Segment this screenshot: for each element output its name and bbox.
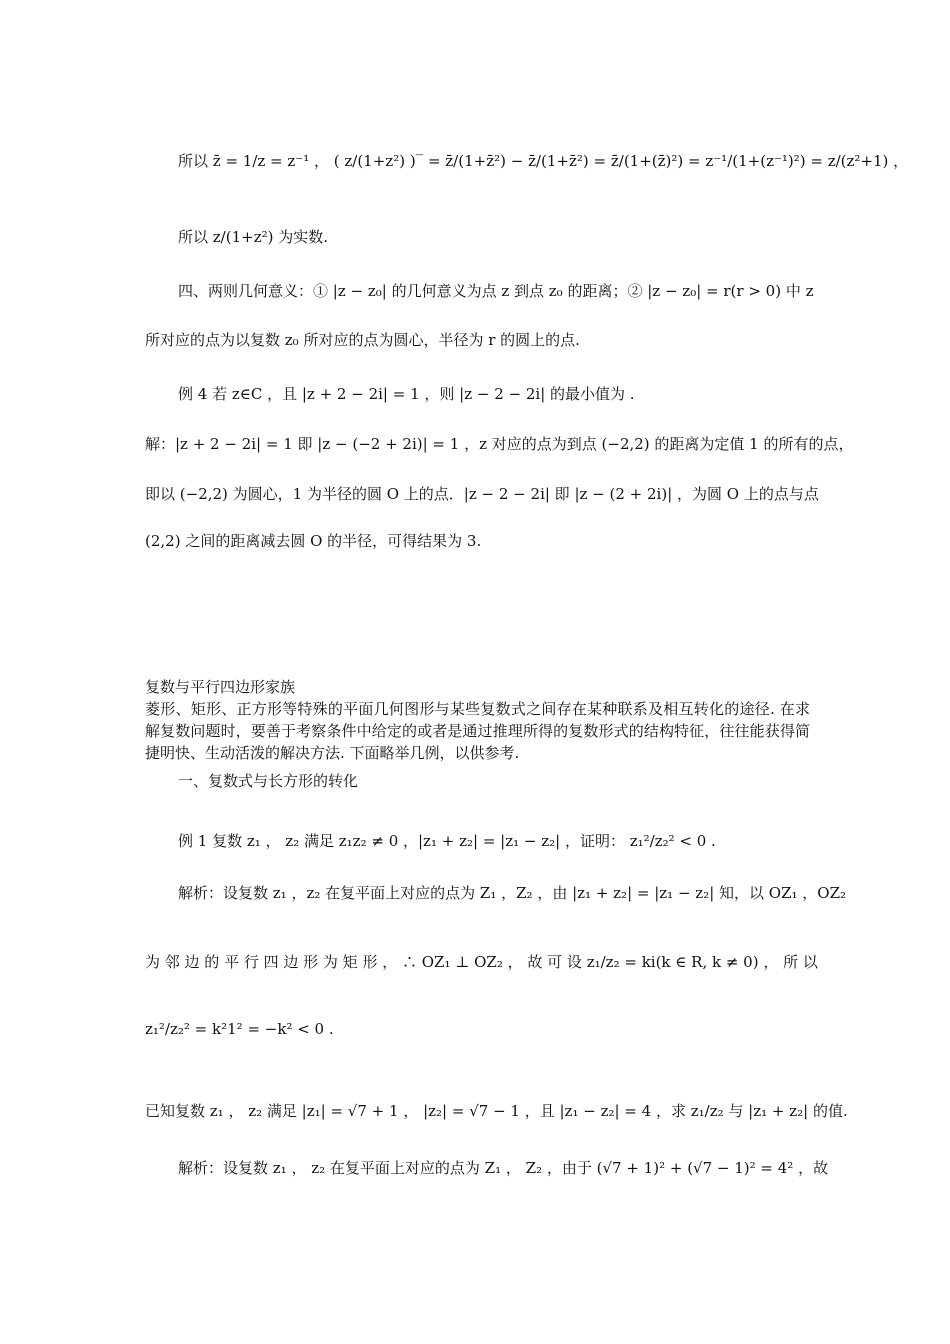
- text-line-5: 例 4 若 z∈C ，且 |z + 2 − 2i| = 1 ，则 |z − 2 − 2i| 的最小值为 .: [178, 385, 635, 403]
- text-line-4: 所对应的点为以复数 z₀ 所对应的点为圆心，半径为 r 的圆上的点.: [145, 331, 580, 349]
- subsection-title: 一、复数式与长方形的转化: [178, 772, 359, 790]
- problem-line: 已知复数 z₁ ， z₂ 满足 |z₁| = √7 + 1 ， |z₂| = √7 − 1 ，且 |z₁ − z₂| = 4 ，求 z₁/z₂ 与 |z₁ + z₂| 的值.: [145, 1102, 848, 1120]
- solution-line-2: 为 邻 边 的 平 行 四 边 形 为 矩 形 ， ∴ OZ₁ ⊥ OZ₂ ， 故 可 设 z₁/z₂ = ki(k ∈ R, k ≠ 0) ， 所 以: [145, 953, 818, 971]
- solution-line-3: z₁²/z₂² = k²1² = −k² < 0 .: [145, 1020, 334, 1038]
- text-line-3: 四、两则几何意义：① |z − z₀| 的几何意义为点 z 到点 z₀ 的距离；② |z − z₀| = r(r > 0) 中 z: [178, 282, 814, 300]
- section-title: 复数与平行四边形家族: [145, 678, 296, 696]
- solution-line-1: 解析：设复数 z₁ ，z₂ 在复平面上对应的点为 Z₁ ，Z₂ ，由 |z₁ + z₂| = |z₁ − z₂| 知，以 OZ₁ ，OZ₂: [178, 884, 847, 902]
- text-line-6: 解：|z + 2 − 2i| = 1 即 |z − (−2 + 2i)| = 1 ，z 对应的点为到点 (−2,2) 的距离为定值 1 的所有的点，: [145, 435, 854, 453]
- text-line-1: 所以 z̄ = 1/z = z⁻¹ ， ( z/(1+z²) )‾ = z̄/(1+z̄²) − z̄/(1+z̄²) = z̄/(1+(z̄)²) = z⁻¹/(1+(z⁻¹)²) = z/(z²+1) ，: [178, 152, 909, 170]
- example-1-line: 例 1 复数 z₁ ， z₂ 满足 z₁z₂ ≠ 0 ，|z₁ + z₂| = |z₁ − z₂| ，证明： z₁²/z₂² < 0 .: [178, 832, 716, 850]
- text-line-2: 所以 z/(1+z²) 为实数.: [178, 228, 328, 246]
- text-line-7: 即以 (−2,2) 为圆心，1 为半径的圆 O 上的点．|z − 2 − 2i| 即 |z − (2 + 2i)| ，为圆 O 上的点与点: [145, 485, 819, 503]
- solution-line-4: 解析：设复数 z₁ ， z₂ 在复平面上对应的点为 Z₁ ， Z₂ ，由于 (√7 + 1)² + (√7 − 1)² = 4² ，故: [178, 1159, 829, 1177]
- text-line-8: (2,2) 之间的距离减去圆 O 的半径，可得结果为 3.: [145, 532, 482, 550]
- intro-paragraph: 菱形、矩形、正方形等特殊的平面几何图形与某些复数式之间存在某种联系及相互转化的途径. 在求解复数问题时，要善于考察条件中给定的或者是通过推理所得的复数形式的结构特征，往往能获得简捷明快、生动活泼的解决方法. 下面略举几例，以供参考.: [145, 700, 810, 762]
